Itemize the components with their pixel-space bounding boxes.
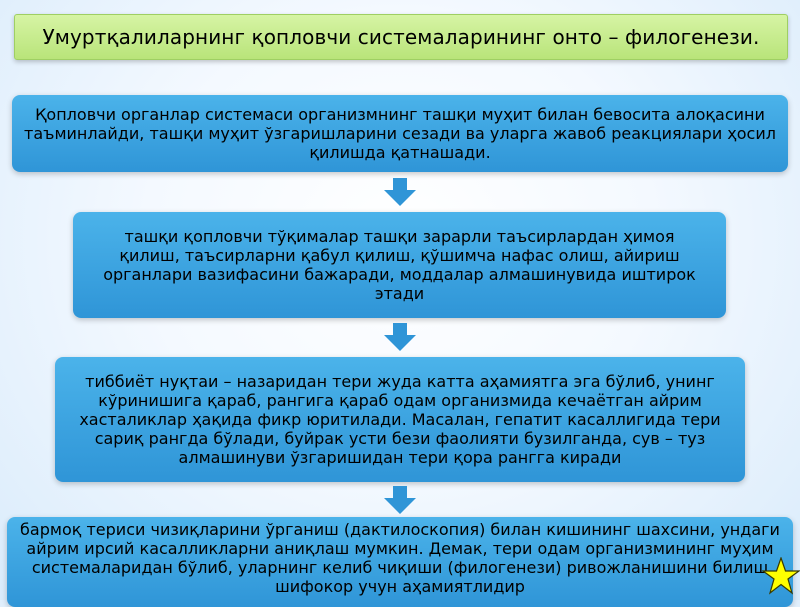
down-arrow-icon <box>384 323 416 351</box>
star-icon[interactable] <box>762 557 800 595</box>
flow-box-1: Қопловчи органлар системаси организмнинг ташқи муҳит билан бевосита алоқасини таъминлайди, ташқи муҳит ўзгаришларини сезади ва уларга жавоб реакциялари ҳосил қилишда қатнашади. <box>12 95 788 172</box>
page-title: Умуртқалиларнинг қопловчи системаларининг онто – филогенези. <box>14 14 788 60</box>
down-arrow-icon <box>384 486 416 514</box>
flow-box-3: тиббиёт нуқтаи – назаридан тери жуда катта аҳамиятга эга бўлиб, унинг кўринишига қараб, рангига қараб одам организмида кечаётган айрим хасталиклар ҳақида фикр юритилади. Масалан, гепатит касаллигида тери сариқ рангда бўлади, буйрак усти бези фаолияти бузилганда, сув – туз алмашинуви ўзгаришидан тери қора рангга киради <box>55 357 745 482</box>
flow-box-2: ташқи қопловчи тўқималар ташқи зарарли таъсирлардан ҳимоя қилиш, таъсирларни қабул қилиш, қўшимча нафас олиш, айириш органлари вазифасини бажаради, моддалар алмашинувида иштирок этади <box>73 212 726 318</box>
flow-box-4: бармоқ териси чизиқларини ўрганиш (дактилоскопия) билан кишининг шахсини, ундаги айрим ирсий касалликларни аниқлаш мумкин. Демак, тери одам организмининг муҳим системаларидан бўлиб, уларнинг келиб чиқиши (филогенези) ривожланишини билиш шифокор учун аҳамиятлидир <box>7 517 793 607</box>
down-arrow-icon <box>384 178 416 206</box>
